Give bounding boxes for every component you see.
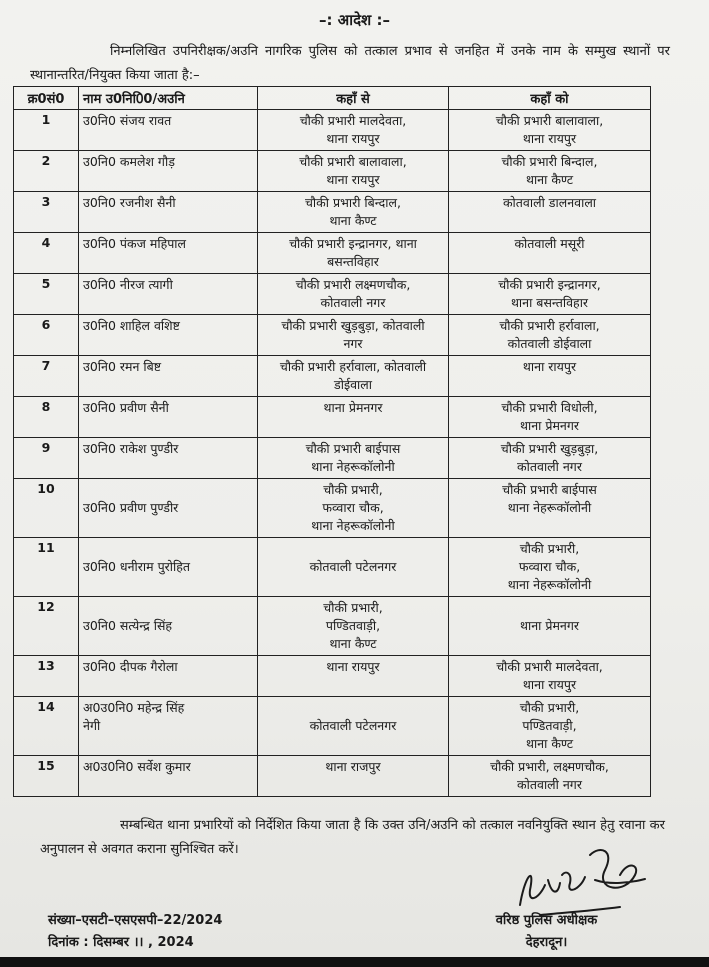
cell-from-location (258, 756, 449, 797)
cell-from-location (258, 274, 449, 315)
cell-serial (14, 274, 79, 315)
bottom-edge (0, 957, 709, 967)
cell-to-location (449, 356, 651, 397)
cell-to-location (449, 151, 651, 192)
cell-to-location-text: कोतवाली मसूरी (514, 236, 585, 251)
cell-serial-text: 4 (41, 235, 51, 250)
header-serial: क्र0सं0 (14, 87, 79, 110)
cell-officer-name-text: उ0नि0 दीपक गैरोला (83, 659, 178, 674)
cell-serial-text: 6 (41, 317, 51, 332)
cell-from-location-text: चौकी प्रभारी इन्द्रानगर, थाना बसन्तविहार (289, 236, 417, 269)
cell-to-location (449, 597, 651, 656)
cell-to-location (449, 538, 651, 597)
cell-from-location-text: चौकी प्रभारी मालदेवता, थाना रायपुर (299, 113, 407, 146)
cell-to-location (449, 233, 651, 274)
cell-to-location-text: चौकी प्रभारी बालावाला, थाना रायपुर (495, 113, 604, 146)
cell-officer-name-text: उ0नि0 रमन बिष्ट (83, 359, 162, 374)
intro-paragraph: निम्नलिखित उपनिरीक्षक/अउनि नागरिक पुलिस को तत्काल प्रभाव से जनहित में उनके नाम के सम्मुख स्थानों पर स्थानान्तरित/नियुक्त किया जाता है:– (30, 44, 670, 83)
cell-from-location (258, 151, 449, 192)
cell-from-location (258, 315, 449, 356)
cell-serial (14, 538, 79, 597)
cell-officer-name (79, 151, 258, 192)
cell-serial (14, 656, 79, 697)
cell-officer-name (79, 656, 258, 697)
header-to: कहाँ को (449, 87, 651, 110)
cell-officer-name (79, 597, 258, 656)
cell-officer-name (79, 192, 258, 233)
cell-serial-text: 13 (37, 658, 55, 673)
transfer-table (13, 86, 651, 797)
cell-to-location-text: चौकी प्रभारी इन्द्रानगर, थाना बसन्तविहार (498, 277, 601, 310)
cell-to-location-text: चौकी प्रभारी विधोली, थाना प्रेमनगर (501, 400, 598, 433)
cell-officer-name-text: उ0नि0 पंकज महिपाल (83, 236, 187, 251)
table-row (14, 151, 651, 192)
cell-to-location (449, 397, 651, 438)
table-row (14, 538, 651, 597)
cell-from-location (258, 479, 449, 538)
cell-officer-name-text: अ0उ0नि0 सर्वेश कुमार (83, 759, 191, 774)
table-row (14, 756, 651, 797)
cell-serial (14, 756, 79, 797)
reference-number: संख्या–एसटी–एसएसपी–22/2024 (48, 913, 223, 928)
table-row (14, 397, 651, 438)
cell-serial-text: 12 (37, 599, 55, 614)
instruction-paragraph: सम्बन्धित थाना प्रभारियों को निर्देशित किया जाता है कि उक्त उनि/अउनि को तत्काल नवनियुक्ति स्थान हेतु रवाना कर अनुपालन से अवगत कराना सुनिश्चित करें। (40, 818, 665, 857)
cell-to-location-text: चौकी प्रभारी, पण्डितवाड़ी, थाना कैण्ट (519, 700, 580, 751)
table-row (14, 656, 651, 697)
cell-from-location (258, 192, 449, 233)
signatory-designation: वरिष्ठ पुलिस अधीक्षक (495, 913, 598, 928)
table-row (14, 274, 651, 315)
cell-from-location-text: थाना राजपुर (325, 759, 381, 774)
cell-from-location (258, 538, 449, 597)
cell-to-location-text: चौकी प्रभारी हर्रावाला, कोतवाली डोईवाला (499, 318, 600, 351)
cell-officer-name-text: उ0नि0 प्रवीण सैनी (83, 400, 169, 415)
cell-officer-name-text: उ0नि0 राकेश पुण्डीर (83, 441, 179, 456)
cell-from-location (258, 397, 449, 438)
table-row (14, 110, 651, 151)
cell-serial (14, 151, 79, 192)
cell-from-location-text: कोतवाली पटेलनगर (309, 559, 397, 574)
table-row (14, 315, 651, 356)
cell-from-location-text: कोतवाली पटेलनगर (309, 718, 397, 733)
cell-from-location (258, 697, 449, 756)
cell-officer-name (79, 274, 258, 315)
cell-serial-text: 11 (37, 540, 55, 555)
cell-serial (14, 597, 79, 656)
cell-serial (14, 233, 79, 274)
cell-officer-name-text: उ0नि0 सत्येन्द्र सिंह (83, 618, 173, 633)
cell-officer-name (79, 756, 258, 797)
cell-from-location-text: चौकी प्रभारी खुड़बुड़ा, कोतवाली नगर (281, 318, 425, 351)
cell-serial-text: 3 (41, 194, 51, 209)
cell-to-location (449, 192, 651, 233)
cell-to-location (449, 110, 651, 151)
cell-serial (14, 192, 79, 233)
cell-serial (14, 356, 79, 397)
cell-from-location-text: चौकी प्रभारी, फव्वारा चौक, थाना नेहरूकॉलोनी (311, 482, 395, 533)
cell-to-location (449, 656, 651, 697)
cell-to-location (449, 479, 651, 538)
table-row (14, 597, 651, 656)
cell-to-location (449, 438, 651, 479)
cell-serial-text: 14 (37, 699, 55, 714)
cell-from-location (258, 233, 449, 274)
cell-to-location-text: कोतवाली डालनवाला (502, 195, 597, 210)
header-from: कहाँ से (258, 87, 449, 110)
cell-officer-name-text: उ0नि0 नीरज त्यागी (83, 277, 173, 292)
signatory-block (464, 910, 629, 954)
table-row (14, 479, 651, 538)
cell-from-location-text: चौकी प्रभारी, पण्डितवाड़ी, थाना कैण्ट (323, 600, 383, 651)
cell-from-location-text: चौकी प्रभारी हर्रावाला, कोतवाली डोईवाला (279, 359, 427, 392)
cell-officer-name (79, 315, 258, 356)
cell-officer-name (79, 233, 258, 274)
table-row (14, 233, 651, 274)
cell-officer-name (79, 538, 258, 597)
cell-from-location-text: चौकी प्रभारी बिन्दाल, थाना कैण्ट (304, 195, 401, 228)
table-body (14, 110, 651, 797)
cell-serial-text: 9 (41, 440, 51, 455)
cell-serial-text: 10 (37, 481, 55, 496)
cell-from-location (258, 438, 449, 479)
cell-serial (14, 315, 79, 356)
cell-from-location-text: चौकी प्रभारी बालावाला, थाना रायपुर (299, 154, 407, 187)
cell-officer-name (79, 356, 258, 397)
cell-serial (14, 479, 79, 538)
table-row (14, 356, 651, 397)
cell-officer-name (79, 697, 258, 756)
order-title: –: आदेश :– (319, 11, 390, 29)
cell-from-location-text: चौकी प्रभारी बाईपास थाना नेहरूकॉलोनी (305, 441, 401, 474)
cell-officer-name-text: उ0नि0 प्रवीण पुण्डीर (83, 500, 179, 515)
cell-serial-text: 15 (37, 758, 55, 773)
cell-to-location (449, 274, 651, 315)
cell-to-location-text: थाना रायपुर (522, 359, 577, 374)
cell-serial (14, 438, 79, 479)
cell-officer-name (79, 397, 258, 438)
cell-from-location-text: थाना प्रेमनगर (323, 400, 383, 415)
cell-serial (14, 397, 79, 438)
cell-officer-name-text: अ0उ0नि0 महेन्द्र सिंह नेगी (83, 700, 185, 733)
cell-serial (14, 697, 79, 756)
cell-to-location-text: चौकी प्रभारी बिन्दाल, थाना कैण्ट (501, 154, 598, 187)
cell-officer-name-text: उ0नि0 रजनीश सैनी (83, 195, 176, 210)
cell-serial-text: 1 (41, 112, 51, 127)
reference-block (48, 910, 222, 954)
cell-officer-name-text: उ0नि0 धनीराम पुरोहित (83, 559, 191, 574)
cell-to-location-text: चौकी प्रभारी खुड़बुड़ा, कोतवाली नगर (500, 441, 599, 474)
cell-officer-name (79, 438, 258, 479)
cell-from-location-text: चौकी प्रभारी लक्ष्मणचौक, कोतवाली नगर (295, 277, 411, 310)
cell-from-location (258, 356, 449, 397)
cell-officer-name (79, 110, 258, 151)
table-row (14, 438, 651, 479)
cell-serial-text: 5 (41, 276, 51, 291)
reference-date: दिनांक : दिसम्बर ।। , 2024 (48, 935, 194, 950)
cell-officer-name-text: उ0नि0 संजय रावत (83, 113, 172, 128)
cell-to-location-text: चौकी प्रभारी, फव्वारा चौक, थाना नेहरूकॉलोनी (507, 541, 592, 592)
table-row (14, 697, 651, 756)
cell-to-location-text: थाना प्रेमनगर (519, 618, 580, 633)
table-header-row (14, 87, 651, 110)
cell-from-location (258, 656, 449, 697)
cell-from-location-text: थाना रायपुर (326, 659, 380, 674)
cell-to-location (449, 756, 651, 797)
cell-from-location (258, 597, 449, 656)
cell-officer-name-text: उ0नि0 कमलेश गौड़ (83, 154, 175, 169)
cell-officer-name (79, 479, 258, 538)
table-row (14, 192, 651, 233)
cell-serial (14, 110, 79, 151)
cell-serial-text: 2 (41, 153, 51, 168)
cell-to-location-text: चौकी प्रभारी बाईपास थाना नेहरूकॉलोनी (502, 482, 597, 515)
cell-from-location (258, 110, 449, 151)
cell-serial-text: 8 (41, 399, 51, 414)
cell-serial-text: 7 (41, 358, 51, 373)
cell-to-location-text: चौकी प्रभारी मालदेवता, थाना रायपुर (496, 659, 603, 692)
cell-officer-name-text: उ0नि0 शाहिल वशिष्ट (83, 318, 180, 333)
cell-to-location (449, 315, 651, 356)
cell-to-location-text: चौकी प्रभारी, लक्ष्मणचौक, कोतवाली नगर (490, 759, 609, 792)
signatory-place: देहरादून। (525, 935, 568, 950)
cell-to-location (449, 697, 651, 756)
header-name: नाम उ0नि0ि0/अउनि (79, 87, 258, 110)
